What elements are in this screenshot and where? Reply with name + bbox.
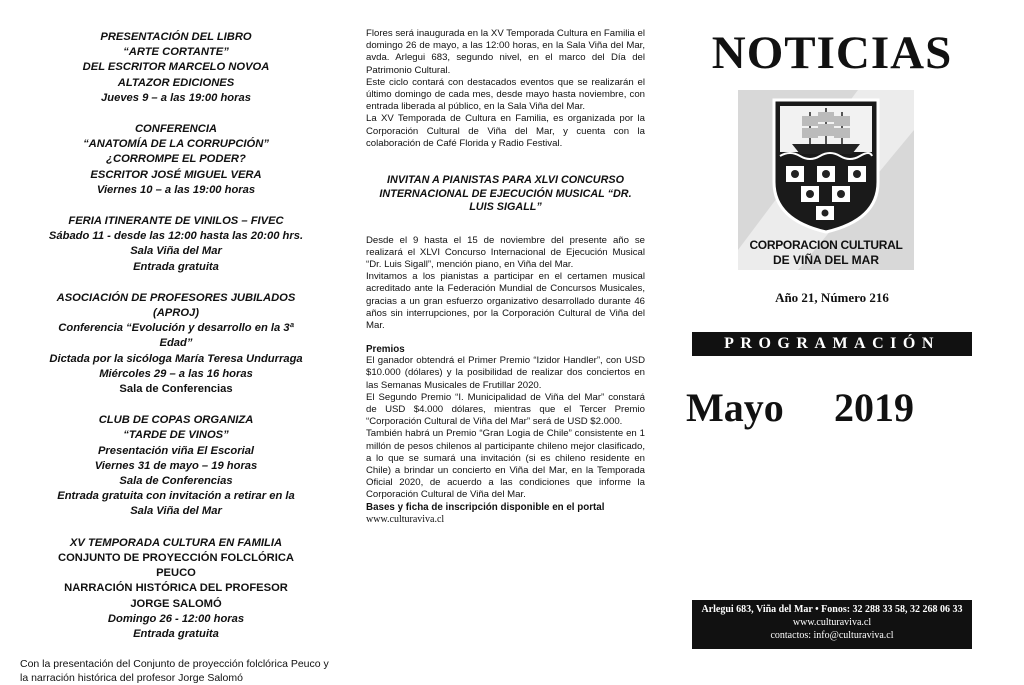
event-line: Jueves 9 – a las 19:00 horas	[101, 91, 251, 104]
paragraph-8: También habrá un Premio “Gran Logia de Chile” consistente en 1 millón de pesos chilenos al participante chileno mejor clasificado, a lo que se sumará una invitación (si es chileno residente en Chile) a brindar un concierto en Viña del Mar, en la Temporada Oficial 2020, de acuerdo a las condiciones que informe la Corporación Cultural de Viña del Mar.	[366, 428, 645, 501]
events-list	[20, 30, 332, 642]
event-line: Sala de Conferencias	[119, 475, 233, 488]
event-line: Entrada gratuita	[133, 260, 219, 273]
event-line: Sala de Conferencias	[119, 383, 233, 396]
event-line: Sábado 11 - desde las 12:00 hasta las 20:00 hrs.	[48, 230, 304, 243]
event-line: “ARTE CORTANTE”	[123, 46, 229, 59]
event-line: XV TEMPORADA CULTURA EN FAMILIA	[69, 536, 283, 549]
event-line: Conferencia “Evolución y desarrollo en la 3ª	[58, 322, 294, 335]
paragraph-1: Flores será inaugurada en la XV Temporada Cultura en Familia el domingo 26 de mayo, a las 12:00 horas, en la Sala Viña del Mar, avda. Arlegui 683, segundo nivel, en el marco del Día del Patrimonio Cultural.	[366, 28, 645, 76]
event-line: Dictada por la sicóloga María Teresa Undurraga	[49, 352, 303, 365]
event-line: Entrada gratuita con invitación a retirar en la	[57, 490, 295, 503]
event-line: CLUB DE COPAS ORGANIZA	[98, 414, 254, 427]
event-line: PEUCO	[156, 567, 196, 580]
event-line: Viernes 10 – a las 19:00 horas	[96, 183, 256, 196]
contact-web[interactable]: www.culturaviva.cl	[792, 617, 872, 628]
event-block	[20, 122, 332, 198]
news-column	[366, 28, 645, 525]
event-block	[20, 30, 332, 106]
paragraph-4: Desde el 9 hasta el 15 de noviembre del presente año se realizará el XLVI Concurso Internacional de Ejecución Musical “Dr. Luis Sigall”, mención piano, en Viña del Mar.	[366, 234, 645, 270]
event-line: ¿CORROMPE EL PODER?	[106, 153, 246, 166]
event-line: Entrada gratuita	[133, 627, 219, 640]
event-line: ALTAZOR EDICIONES	[117, 76, 235, 89]
event-line: Miércoles 29 – a las 16 horas	[99, 367, 253, 380]
paragraph-5: Invitamos a los pianistas a participar en el certamen musical acreditado ante la Federación Mundial de Concursos Musicales, gracias a un gran esfuerzo organizativo desarrollado durante 46 años sin interrupciones, por la Corporación Cultural de Viña del Mar.	[366, 271, 645, 331]
event-line: Viernes 31 de mayo – 19 horas	[94, 459, 258, 472]
event-block	[20, 291, 332, 397]
contact-address: Arlegui 683, Viña del Mar • Fonos: 32 288 33 58, 32 268 06 33	[701, 604, 963, 615]
paragraph-6: El ganador obtendrá el Primer Premio “Izidor Handler”, con USD $10.000 (dólares) y la posibilidad de realizar dos conciertos en las Semanas Musicales de Frutillar 2020.	[366, 355, 645, 391]
event-line: Edad”	[159, 337, 193, 350]
event-line: FERIA ITINERANTE DE VINILOS – FIVEC	[68, 215, 284, 228]
programacion-banner: PROGRAMACIÓN	[692, 332, 972, 356]
cover-column	[672, 0, 992, 680]
event-block	[20, 214, 332, 275]
month-label: Mayo	[686, 385, 784, 430]
event-line: PRESENTACIÓN DEL LIBRO	[100, 31, 252, 43]
paragraph-3: La XV Temporada de Cultura en Familia, es organizada por la Corporación Cultural de Viña del Mar, y cuenta con la colaboración de Café Florida y Radio Festival.	[366, 113, 645, 149]
event-line: Domingo 26 - 12:00 horas	[107, 612, 245, 625]
event-line: Presentación viña El Escorial	[97, 444, 255, 457]
event-line: ASOCIACIÓN DE PROFESORES JUBILADOS	[56, 291, 296, 304]
event-line: ESCRITOR JOSÉ MIGUEL VERA	[90, 168, 262, 181]
event-line: “TARDE DE VINOS”	[123, 429, 229, 442]
contest-heading: INVITAN A PIANISTAS PARA XLVI CONCURSO INTERNACIONAL DE EJECUCIÓN MUSICAL “DR. LUIS SIGALL”	[379, 174, 632, 214]
event-line: Sala Viña del Mar	[130, 245, 222, 258]
events-footer-note: Con la presentación del Conjunto de proyección folclórica Peuco y la narración histórica del profesor Jorge Salomó	[20, 658, 329, 684]
paragraph-2: Este ciclo contará con destacados eventos que se realizarán el último domingo de cada mes, desde mayo hasta noviembre, con entrada liberada al público, en la Sala Viña del Mar.	[366, 76, 645, 113]
event-block	[20, 413, 332, 519]
corporation-logo	[738, 90, 914, 270]
newsletter-title: NOTICIAS	[711, 27, 953, 79]
event-line: JORGE SALOMÓ	[130, 597, 222, 610]
event-line: Sala Viña del Mar	[130, 505, 222, 518]
logo-line-2: DE VIÑA DEL MAR	[772, 253, 879, 267]
event-block	[20, 536, 332, 642]
event-line: “ANATOMÍA DE LA CORRUPCIÓN”	[83, 138, 269, 151]
year-label: 2019	[834, 385, 914, 430]
premios-heading: Premios	[366, 344, 405, 356]
event-line: NARRACIÓN HISTÓRICA DEL PROFESOR	[64, 582, 288, 595]
contact-banner	[692, 600, 972, 649]
event-line: (APROJ)	[153, 307, 199, 320]
events-column	[20, 30, 332, 685]
event-line: CONJUNTO DE PROYECCIÓN FOLCLÓRICA	[58, 551, 294, 564]
event-line: CONFERENCIA	[134, 123, 218, 136]
portal-url[interactable]: www.culturaviva.cl	[366, 513, 445, 525]
logo-line-1: CORPORACION CULTURAL	[749, 238, 903, 252]
issue-number: Año 21, Número 216	[775, 290, 889, 305]
event-line: DEL ESCRITOR MARCELO NOVOA	[82, 61, 270, 74]
paragraph-7: El Segundo Premio “I. Municipalidad de Viña del Mar” constará de USD $4.000 dólares, mientras que el Tercer Premio “Corporación Cultural de Viña del Mar” será de USD $2.000.	[366, 391, 645, 428]
contact-email[interactable]: contactos: info@culturaviva.cl	[770, 630, 894, 641]
bases-text: Bases y ficha de inscripción disponible en el portal	[366, 501, 605, 513]
